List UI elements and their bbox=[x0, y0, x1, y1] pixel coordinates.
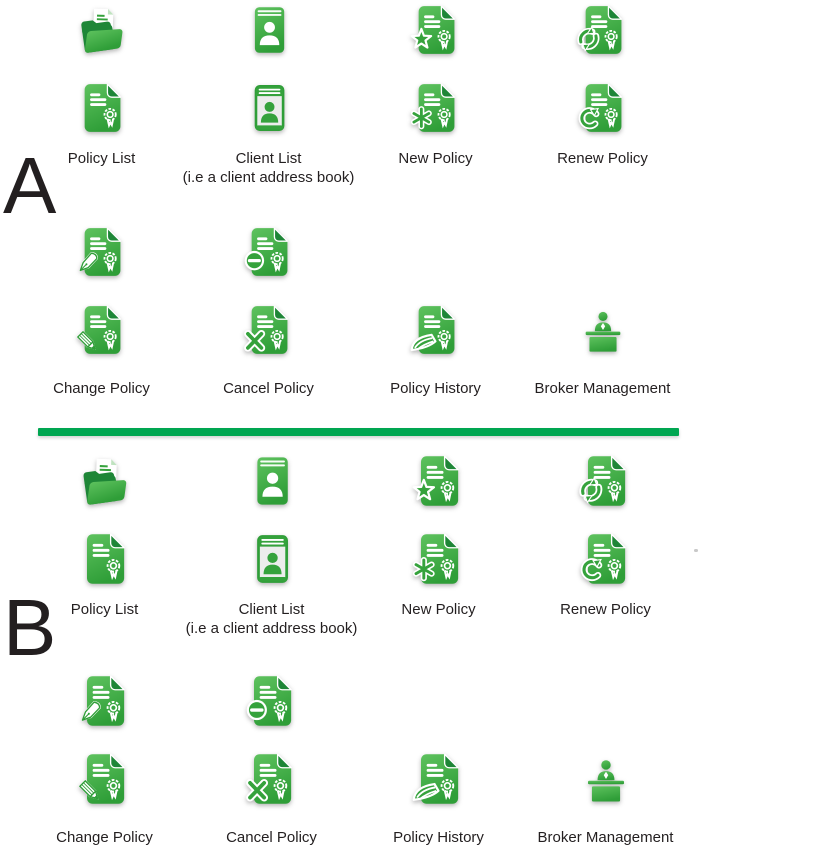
address-book-outline-icon bbox=[245, 532, 299, 586]
icon-variant-top bbox=[243, 2, 295, 58]
icon-label: Client List bbox=[238, 601, 305, 618]
section-a-row-1 bbox=[18, 2, 686, 187]
icon-label: New Policy bbox=[401, 601, 476, 618]
document-x-mark-icon bbox=[243, 304, 295, 356]
icon-variant-top bbox=[577, 2, 629, 58]
document-quill-pen-icon bbox=[76, 226, 128, 278]
icon-variant-bottom bbox=[412, 750, 466, 808]
icon-label: Change Policy bbox=[53, 380, 150, 397]
document-star-burst-icon bbox=[412, 454, 466, 508]
icon-group-renew-policy bbox=[519, 2, 686, 187]
icon-group-policy-history bbox=[355, 673, 522, 847]
icon-variant-top bbox=[78, 453, 132, 509]
icon-label: Policy List bbox=[67, 150, 136, 167]
icon-variant-bottom bbox=[78, 530, 132, 588]
document-page-fan-icon bbox=[412, 752, 466, 806]
icon-variant-top bbox=[76, 224, 128, 280]
icon-variant-top bbox=[245, 673, 299, 729]
icon-variant-bottom bbox=[243, 301, 295, 359]
icon-variant-top bbox=[410, 2, 462, 58]
icon-group-broker-management bbox=[522, 673, 689, 847]
icon-variant-bottom bbox=[245, 750, 299, 808]
section-divider bbox=[38, 428, 679, 436]
document-award-ribbon-icon bbox=[76, 82, 128, 134]
document-quill-pen-icon bbox=[78, 674, 132, 728]
document-minus-circle-icon bbox=[243, 226, 295, 278]
section-a-row-2 bbox=[18, 224, 686, 398]
icon-group-policy-list bbox=[18, 2, 185, 187]
icon-group-client-list bbox=[182, 2, 355, 187]
icon-variant-bottom bbox=[579, 750, 633, 808]
icon-label: New Policy bbox=[398, 150, 473, 167]
document-page-fan-icon bbox=[410, 304, 462, 356]
document-award-ribbon-icon bbox=[78, 532, 132, 586]
icon-variant-bottom bbox=[76, 79, 128, 137]
icon-group-new-policy bbox=[355, 453, 522, 638]
icon-label: Broker Management bbox=[534, 380, 671, 397]
address-book-outline-icon bbox=[243, 82, 295, 134]
document-pencil-icon bbox=[76, 304, 128, 356]
icon-label: Renew Policy bbox=[557, 150, 648, 167]
icon-group-new-policy bbox=[352, 2, 519, 187]
icon-variant-top bbox=[412, 453, 466, 509]
icon-label: Cancel Policy bbox=[226, 829, 317, 846]
icon-variant-top bbox=[78, 673, 132, 729]
icon-label: Change Policy bbox=[56, 829, 153, 846]
icon-label: Policy History bbox=[390, 380, 481, 397]
document-asterisk-icon bbox=[412, 532, 466, 586]
icon-variant-bottom bbox=[412, 530, 466, 588]
icon-variant-bottom bbox=[245, 530, 299, 588]
section-a-letter: A bbox=[3, 141, 55, 230]
icon-sublabel: (i.e a client address book) bbox=[185, 620, 358, 637]
document-star-burst-icon bbox=[410, 4, 462, 56]
icon-variant-bottom bbox=[579, 530, 633, 588]
icon-label: Broker Management bbox=[537, 829, 674, 846]
section-b-row-2 bbox=[21, 673, 689, 847]
document-refresh-arrows-icon bbox=[577, 4, 629, 56]
document-pencil-icon bbox=[78, 752, 132, 806]
broker-at-desk-icon bbox=[577, 304, 629, 356]
icon-variant-bottom bbox=[577, 79, 629, 137]
document-refresh-arrows-icon bbox=[579, 454, 633, 508]
icon-group-client-list bbox=[185, 453, 358, 638]
icon-label: Cancel Policy bbox=[223, 380, 314, 397]
section-b-letter: B bbox=[3, 583, 55, 672]
icon-variant-bottom bbox=[577, 301, 629, 359]
icon-group-renew-policy bbox=[522, 453, 689, 638]
document-rotate-arrow-icon bbox=[579, 532, 633, 586]
icon-sublabel: (i.e a client address book) bbox=[182, 169, 355, 186]
folder-documents-icon bbox=[78, 454, 132, 508]
icon-variant-top bbox=[76, 2, 128, 58]
icon-group-policy-list bbox=[21, 453, 188, 638]
icon-variant-top bbox=[243, 224, 295, 280]
icon-variant-bottom bbox=[410, 301, 462, 359]
icon-group-change-policy bbox=[21, 673, 188, 847]
address-book-filled-icon bbox=[245, 454, 299, 508]
icon-variant-top bbox=[579, 453, 633, 509]
icon-group-cancel-policy bbox=[188, 673, 355, 847]
document-asterisk-icon bbox=[410, 82, 462, 134]
icon-variant-bottom bbox=[243, 79, 295, 137]
document-rotate-arrow-icon bbox=[577, 82, 629, 134]
icon-group-broker-management bbox=[519, 224, 686, 398]
icon-variant-bottom bbox=[410, 79, 462, 137]
icon-label: Policy List bbox=[70, 601, 139, 618]
icon-label: Policy History bbox=[393, 829, 484, 846]
icon-group-cancel-policy bbox=[185, 224, 352, 398]
document-minus-circle-icon bbox=[245, 674, 299, 728]
stray-mark bbox=[694, 549, 698, 552]
document-x-mark-icon bbox=[245, 752, 299, 806]
icon-label: Renew Policy bbox=[560, 601, 651, 618]
icon-variant-bottom bbox=[78, 750, 132, 808]
icon-group-change-policy bbox=[18, 224, 185, 398]
icon-variant-bottom bbox=[76, 301, 128, 359]
broker-at-desk-icon bbox=[579, 752, 633, 806]
icon-group-policy-history bbox=[352, 224, 519, 398]
address-book-filled-icon bbox=[243, 4, 295, 56]
icon-variant-top bbox=[245, 453, 299, 509]
folder-documents-icon bbox=[76, 4, 128, 56]
icon-label: Client List bbox=[235, 150, 302, 167]
section-b-row-1 bbox=[21, 453, 689, 638]
